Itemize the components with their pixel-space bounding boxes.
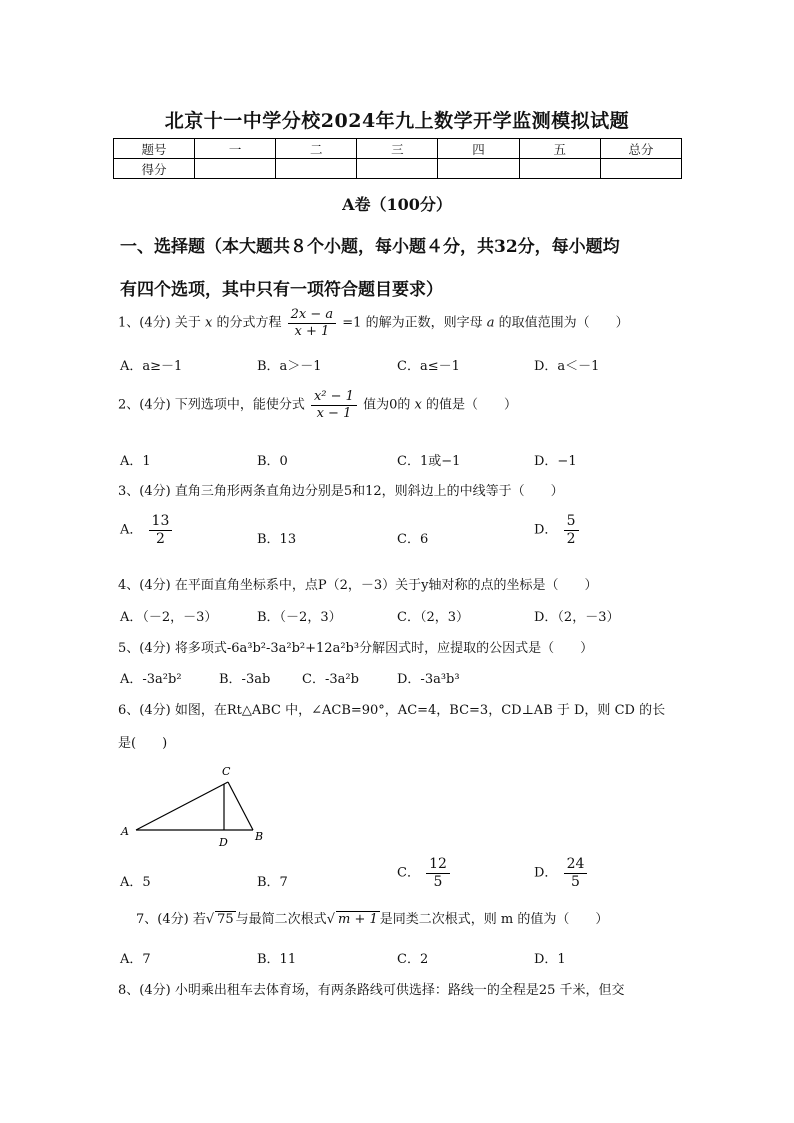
q6-option-c-fraction (426, 857, 450, 889)
q7-option-d: D．1 (534, 952, 566, 967)
score-header-cell: 二 (276, 139, 357, 159)
q4-option-b: B．（－2，3） (257, 610, 342, 625)
score-header-cell: 总分 (600, 139, 681, 159)
score-header-cell: 三 (357, 139, 438, 159)
score-header-cell: 一 (195, 139, 276, 159)
q2-post2: 的值是（ ） (426, 397, 518, 413)
q1-frac-num: 2x − a (288, 308, 337, 324)
q2-frac-den: x − 1 (316, 405, 352, 421)
q2-fraction (311, 390, 357, 420)
score-cell (357, 159, 438, 179)
q6-d-num: 24 (564, 857, 588, 874)
q2-post1: 值为0的 (363, 397, 411, 413)
label-b: B (255, 830, 264, 843)
q1-option-a: A．a≥－1 (120, 359, 183, 374)
q4-option-a: A．（－2，－3） (120, 610, 218, 625)
q1-option-b: B．a＞－1 (257, 359, 322, 374)
triangle-figure (115, 760, 275, 850)
label-a: A (121, 825, 129, 838)
q3-option-b: B．13 (257, 532, 297, 547)
q3-a-num: 13 (149, 514, 173, 531)
question-7 (136, 908, 608, 927)
section-heading-line2: 有四个选项，其中只有一项符合题目要求） (120, 280, 443, 300)
q6-c-num: 12 (426, 857, 450, 874)
q4-option-c: C．（2，3） (397, 610, 469, 625)
q6-option-c (397, 857, 452, 889)
q3-option-d-fraction (564, 514, 579, 546)
question-4: 4、(4分) 在平面直角坐标系中，点P（2，－3）关于y轴对称的点的坐标是（ ） (118, 578, 598, 593)
q2-option-a: A．1 (120, 454, 151, 469)
q6-option-c-label: C． (397, 865, 420, 881)
question-2 (118, 390, 517, 420)
q7-post: 是同类二次根式，则 m 的值为（ ） (379, 912, 609, 927)
exam-title: 北京十一中学分校2024年九上数学开学监测模拟试题 (164, 110, 630, 132)
score-table (113, 138, 682, 179)
q2-prefix: 2、(4分) 下列选项中，能使分式 (118, 397, 305, 413)
score-cell (600, 159, 681, 179)
question-3: 3、(4分) 直角三角形两条直角边分别是5和12，则斜边上的中线等于（ ） (118, 484, 564, 499)
q1-post1: 的解为正数，则字母 (365, 315, 483, 331)
q3-d-den: 2 (566, 530, 576, 547)
score-header-cell: 五 (519, 139, 600, 159)
q7-option-a: A．7 (120, 952, 151, 967)
q1-option-c: C．a≤－1 (397, 359, 460, 374)
q1-var-a: a (486, 315, 495, 331)
q7-option-c: C．2 (397, 952, 429, 967)
q1-frac-den: x + 1 (294, 323, 330, 339)
q3-a-den: 2 (155, 530, 165, 547)
q3-d-num: 5 (564, 514, 579, 531)
paper-label: A卷（100分） (342, 195, 452, 214)
question-5: 5、(4分) 将多项式-6a³b²-3a²b²+12a²b³分解因式时，应提取的公因式是（ ） (118, 641, 594, 656)
q7-radicand-1: 75 (217, 912, 234, 927)
q1-prefix: 1、(4分) 关于 (118, 315, 201, 331)
score-table-header-row (114, 139, 682, 159)
q3-option-d-label: D． (534, 522, 558, 538)
q2-var-x: x (414, 397, 422, 413)
segment-bc (228, 782, 253, 830)
label-c: C (222, 765, 231, 778)
q6-d-den: 5 (571, 873, 580, 890)
score-cell (519, 159, 600, 179)
q2-frac-num: x² − 1 (311, 390, 357, 406)
q2-option-b: B．0 (257, 454, 288, 469)
score-row-label: 得分 (114, 159, 195, 179)
q4-option-d: D．（2，－3） (534, 610, 620, 625)
score-header-cell: 题号 (114, 139, 195, 159)
q3-option-a-label: A． (120, 522, 143, 538)
q6-option-a: A．5 (120, 875, 151, 890)
q1-mid: 的分式方程 (216, 315, 282, 331)
section-heading-line1: 一、选择题（本大题共８个小题，每小题４分，共32分，每小题均 (120, 237, 620, 257)
score-table-score-row (114, 159, 682, 179)
q1-eq: =1 (342, 315, 362, 331)
q3-option-a-fraction (149, 514, 173, 546)
q6-option-d-label: D． (534, 865, 558, 881)
q7-prefix: 7、(4分) 若 (136, 912, 206, 927)
q3-option-a (120, 514, 174, 546)
q3-option-c: C．6 (397, 532, 429, 547)
q5-option-b: B．-3ab (219, 672, 271, 687)
score-cell (195, 159, 276, 179)
q1-post2: 的取值范围为（ ） (498, 315, 629, 331)
q7-mid: 与最简二次根式 (235, 912, 327, 927)
segment-ac (136, 782, 228, 830)
label-d: D (219, 836, 228, 849)
q5-option-a: A．-3a²b² (120, 672, 182, 687)
q5-option-d: D．-3a³b³ (397, 672, 460, 687)
q7-option-b: B．11 (257, 952, 297, 967)
q1-fraction (288, 308, 337, 338)
q1-var-x: x (204, 315, 213, 331)
score-cell (438, 159, 519, 179)
q6-c-den: 5 (433, 873, 443, 890)
q2-option-c: C．1或−1 (397, 454, 461, 469)
question-1 (118, 308, 629, 338)
q6-option-d-fraction (564, 857, 588, 889)
q1-option-d: D．a＜－1 (534, 359, 600, 374)
q6-option-b: B．7 (257, 875, 288, 890)
question-6-line2: 是( ) (118, 736, 168, 751)
score-cell (276, 159, 357, 179)
q2-option-d: D．−1 (534, 454, 577, 469)
q7-sqrt-m1: √ m + 1 (326, 912, 378, 927)
q5-option-c: C．-3a²b (302, 672, 359, 687)
question-6-line1: 6、(4分) 如图，在Rt△ABC 中，∠ACB=90°，AC=4，BC=3，CD⊥AB 于 D，则 CD 的长 (118, 703, 666, 718)
q6-option-d (534, 857, 589, 889)
question-8: 8、(4分) 小明乘出租车去体育场，有两条路线可供选择：路线一的全程是25 千米，但交 (118, 983, 625, 998)
score-header-cell: 四 (438, 139, 519, 159)
q3-option-d (534, 514, 581, 546)
q7-radicand-2: m + 1 (337, 912, 378, 927)
q7-sqrt-75: √ 75 (205, 912, 234, 927)
